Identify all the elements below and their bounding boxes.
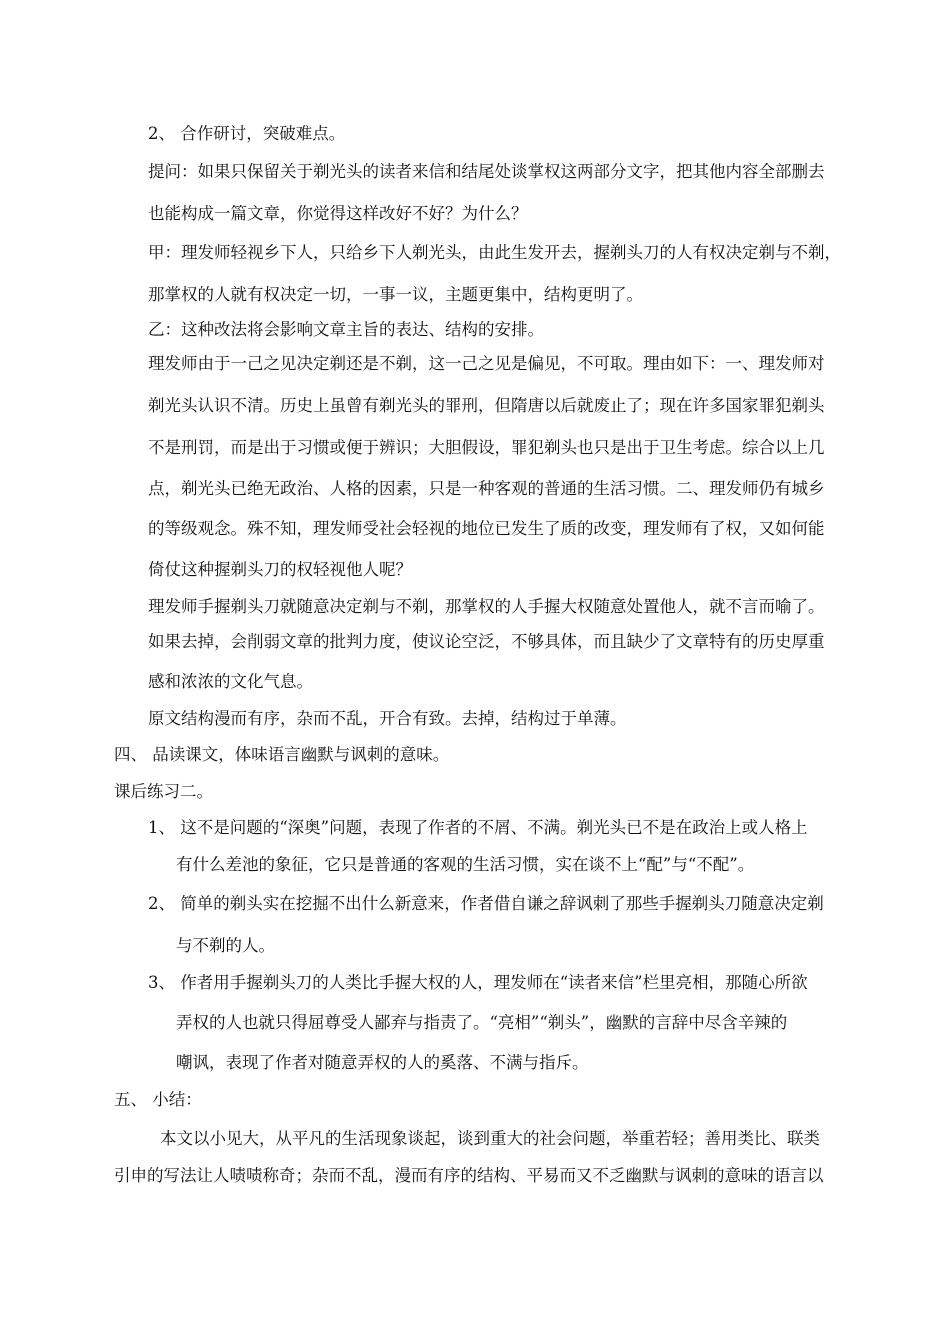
text-line: 嘲讽，表现了作者对随意弄权的人的奚落、不满与指斥。 (176, 1053, 589, 1072)
text-line: 提问：如果只保留关于剃光头的读者来信和结尾处谈掌权这两部分文字，把其他内容全部删去 (148, 162, 825, 181)
text-line: 不是刑罚，而是出于习惯或便于辨识；大胆假设，罪犯剃头也只是出于卫生考虑。综合以上几 (148, 438, 825, 457)
text-line: 2、 合作研讨，突破难点。 (148, 124, 346, 143)
text-line: 原文结构漫而有序，杂而不乱，开合有致。去掉，结构过于单薄。 (148, 709, 627, 728)
text-line: 倚仗这种握剃头刀的权轻视他人呢？ (148, 560, 412, 579)
text-line: 弄权的人也就只得屈尊受人鄙弃与指责了。“亮相”“剃头”，幽默的言辞中尽含辛辣的 (176, 1013, 788, 1032)
section-heading: 五、 小结： (114, 1090, 202, 1109)
text-line: 甲：理发师轻视乡下人，只给乡下人剃光头，由此生发开去，握剃头刀的人有权决定剃与不剃， (148, 243, 841, 262)
text-line: 课后练习二。 (114, 782, 213, 801)
text-line: 的等级观念。殊不知，理发师受社会轻视的地位已发生了质的改变，理发师有了权，又如何能 (148, 519, 825, 538)
text-line: 也能构成一篇文章，你觉得这样改好不好？为什么？ (148, 204, 528, 223)
section-heading: 四、 品读课文，体味语言幽默与讽刺的意味。 (114, 745, 450, 764)
text-line: 理发师由于一己之见决定剃还是不剃，这一己之见是偏见，不可取。理由如下：一、理发师对 (148, 354, 825, 373)
text-line: 乙：这种改法将会影响文章主旨的表达、结构的安排。 (148, 320, 544, 339)
text-line: 1、 这不是问题的“深奥”问题，表现了作者的不屑、不满。剃光头已不是在政治上或人格上 (148, 818, 808, 837)
text-line: 理发师手握剃头刀就随意决定剃与不剃，那掌权的人手握大权随意处置他人，就不言而喻了。 (148, 597, 825, 616)
text-line: 那掌权的人就有权决定一切，一事一议，主题更集中，结构更明了。 (148, 285, 643, 304)
text-line: 如果去掉，会削弱文章的批判力度，使议论空泛，不够具体，而且缺少了文章特有的历史厚重 (148, 632, 825, 651)
text-line: 感和浓浓的文化气息。 (148, 672, 313, 691)
text-line: 有什么差池的象征，它只是普通的客观的生活习惯，实在谈不上“配”与“不配”。 (176, 855, 755, 874)
text-line: 3、 作者用手握剃头刀的人类比手握大权的人，理发师在“读者来信”栏里亮相，那随心所欲 (148, 973, 808, 992)
text-line: 本文以小见大，从平凡的生活现象谈起，谈到重大的社会问题，举重若轻；善用类比、联类 (160, 1129, 820, 1148)
text-line: 2、 简单的剃头实在挖掘不出什么新意来，作者借自谦之辞讽刺了那些手握剃头刀随意决定剃 (148, 894, 824, 913)
text-line: 与不剃的人。 (176, 936, 275, 955)
text-line: 引申的写法让人啧啧称奇；杂而不乱，漫而有序的结构、平易而又不乏幽默与讽刺的意味的语言以 (114, 1166, 824, 1185)
text-line: 剃光头认识不清。历史上虽曾有剃光头的罪刑，但隋唐以后就废止了；现在许多国家罪犯剃头 (148, 396, 825, 415)
text-line: 点，剃光头已绝无政治、人格的因素，只是一种客观的普通的生活习惯。二、理发师仍有城乡 (148, 479, 825, 498)
